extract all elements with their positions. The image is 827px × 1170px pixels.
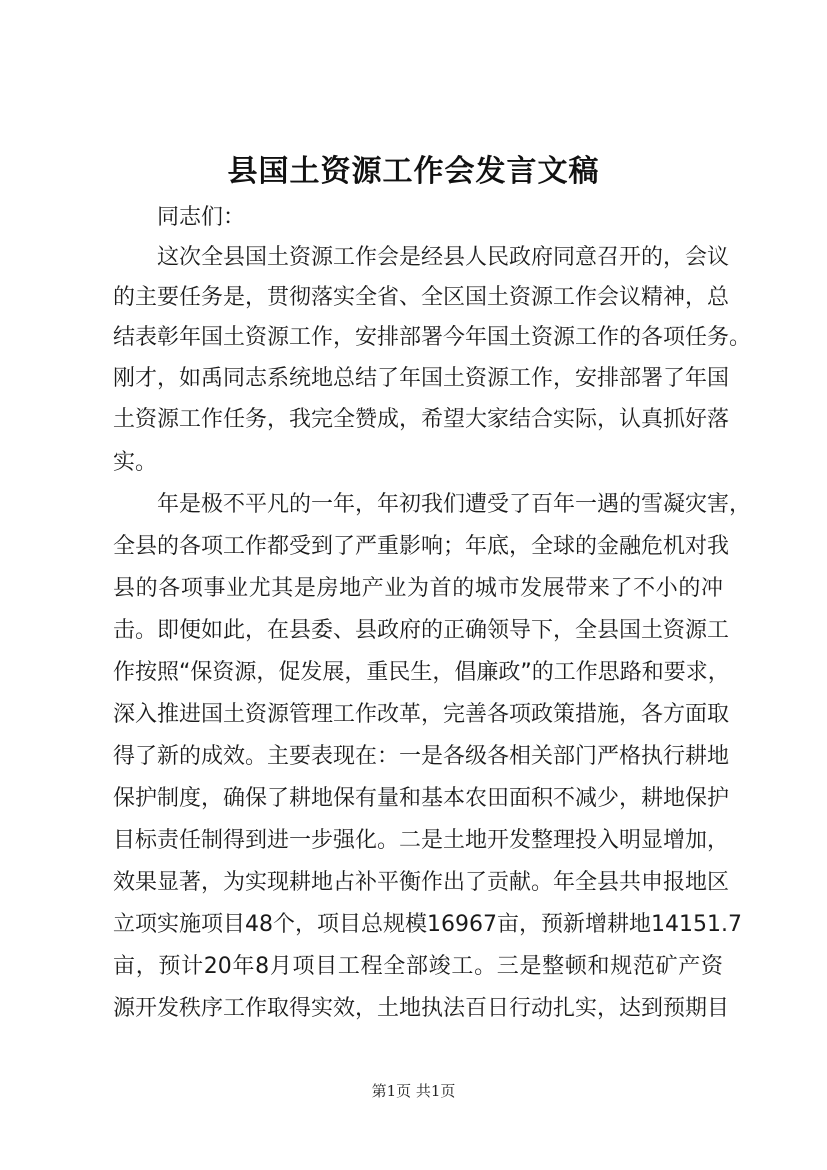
paragraph-2-line: 深入推进国土资源管理工作改革，完善各项政策措施，各方面取 bbox=[113, 702, 730, 727]
paragraph-2-line: 源开发秩序工作取得实效，土地执法百日行动扎实，达到预期目 bbox=[113, 996, 730, 1021]
paragraph-2-line: 县的各项事业尤其是房地产业为首的城市发展带来了不小的冲 bbox=[113, 576, 723, 601]
document-title: 县国土资源工作会发言文稿 bbox=[227, 154, 600, 189]
paragraph-2-line: 立项实施项目48个，项目总规模16967亩，预新增耕地14151.7 bbox=[113, 912, 742, 937]
paragraph-2-line: 亩，预计20年8月项目工程全部竣工。三是整顿和规范矿产资 bbox=[113, 954, 723, 979]
paragraph-2-line: 效果显著，为实现耕地占补平衡作出了贡献。年全县共申报地区 bbox=[113, 870, 730, 895]
greeting-line: 同志们： bbox=[157, 205, 246, 230]
paragraph-2-line: 作按照“保资源，促发展，重民生，倡廉政”的工作思路和要求， bbox=[113, 660, 730, 685]
paragraph-2-line: 全县的各项工作都受到了严重影响；年底，全球的金融危机对我 bbox=[113, 534, 730, 559]
paragraph-2-line: 击。即便如此，在县委、县政府的正确领导下，全县国土资源工 bbox=[113, 618, 730, 643]
paragraph-2-line: 年是极不平凡的一年，年初我们遭受了百年一遇的雪凝灾害， bbox=[157, 492, 752, 517]
paragraph-1-line: 这次全县国土资源工作会是经县人民政府同意召开的，会议 bbox=[157, 245, 730, 270]
paragraph-1-line: 实。 bbox=[113, 450, 158, 475]
page-number-footer: 第1页 共1页 bbox=[371, 1082, 456, 1100]
paragraph-2-line: 目标责任制得到进一步强化。二是土地开发整理投入明显增加， bbox=[113, 828, 730, 853]
paragraph-2-line: 得了新的成效。主要表现在：一是各级各相关部门严格执行耕地 bbox=[113, 744, 730, 769]
paragraph-1-line: 的主要任务是，贯彻落实全省、全区国土资源工作会议精神，总 bbox=[113, 285, 730, 310]
paragraph-2-line: 保护制度，确保了耕地保有量和基本农田面积不减少，耕地保护 bbox=[113, 786, 730, 811]
paragraph-1-line: 刚才，如禹同志系统地总结了年国土资源工作，安排部署了年国 bbox=[113, 366, 730, 391]
paragraph-1-line: 土资源工作任务，我完全赞成，希望大家结合实际，认真抓好落 bbox=[113, 407, 730, 432]
paragraph-1-line: 结表彰年国土资源工作，安排部署今年国土资源工作的各项任务。 bbox=[113, 325, 752, 350]
